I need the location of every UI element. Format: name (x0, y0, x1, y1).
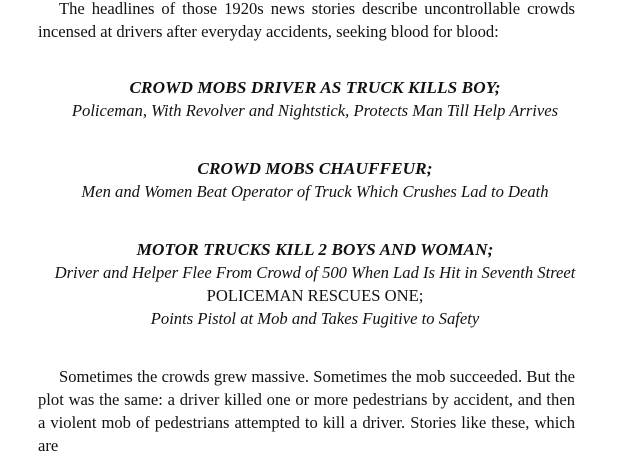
intro-paragraph: The headlines of those 1920s news stories describe uncontrollable crowds incensed at drivers after everyday accidents, seeking blood for blood: (38, 0, 575, 41)
headline-2-subtitle: Men and Women Beat Operator of Truck Which Crushes Lad to Death (81, 182, 549, 201)
headline-2-title: CROWD MOBS CHAUFFEUR; (197, 159, 433, 178)
headline-3-deck: POLICEMAN RESCUES ONE; (206, 286, 424, 305)
headline-3-deck-subtitle: Points Pistol at Mob and Takes Fugitive to Safety (150, 309, 480, 328)
headline-3-subtitle: Driver and Helper Flee From Crowd of 500 When Lad Is Hit in Seventh Street (54, 263, 576, 282)
closing-paragraph: Sometimes the crowds grew massive. Sometimes the mob succeeded. But the plot was the same: a driver killed one or more pedestrians by accident, and then a violent mob of pedestrians attempted to kill a driver. Stories like these, which are (38, 367, 575, 455)
headline-3-title: MOTOR TRUCKS KILL 2 BOYS AND WOMAN; (136, 240, 494, 259)
headline-1-subtitle: Policeman, With Revolver and Nightstick, Protects Man Till Help Arrives (71, 101, 559, 120)
headline-1-title: CROWD MOBS DRIVER AS TRUCK KILLS BOY; (129, 78, 501, 97)
